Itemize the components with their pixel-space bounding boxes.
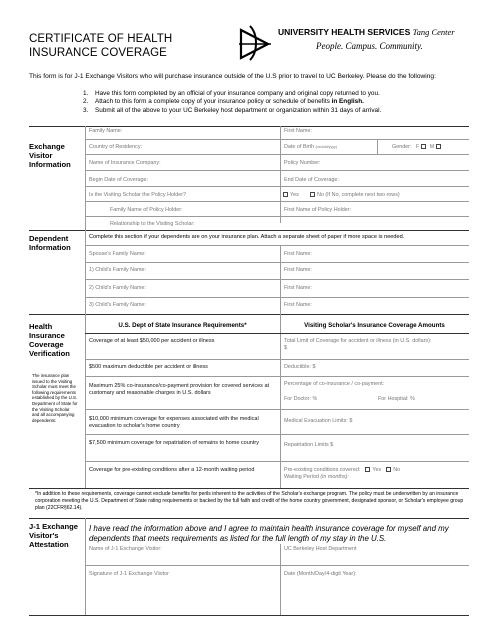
amounts-column-header: Visiting Scholar's Insurance Coverage Amounts — [304, 322, 445, 329]
gender-field: Gender: F M — [392, 144, 443, 151]
logo-center-name: Tang Center — [412, 27, 455, 37]
uhs-logo-mark-icon — [238, 24, 272, 62]
family-name-field[interactable]: Family Name: — [89, 128, 123, 134]
host-department-field[interactable]: UC Berkeley Host Department — [284, 546, 357, 552]
child2-family-name-field[interactable]: 2) Child's Family Name: — [89, 285, 147, 291]
signature-field[interactable]: Signature of J-1 Exchange Visitor — [89, 571, 169, 577]
policy-number-field[interactable]: Policy Number: — [284, 160, 321, 166]
step-2: 2. Attach to this form a complete copy of your insurance policy or schedule of benefits in English. — [83, 98, 364, 106]
policy-holder-question: Is the Visiting Scholar the Policy Holder? — [89, 192, 186, 198]
step-3: 3. Submit all of the above to your UC Berkeley host department or organization within 31 days of arrival. — [83, 106, 382, 114]
child3-family-name-field[interactable]: 3) Child's Family Name: — [89, 302, 147, 308]
spouse-first-name-field[interactable]: First Name: — [284, 251, 312, 257]
uhs-logo — [238, 24, 478, 62]
end-date-field[interactable]: End Date of Coverage: — [284, 177, 339, 183]
spouse-family-name-field[interactable]: Spouse's Family Name: — [89, 251, 146, 257]
preexisting-field: Pre-existing conditions covered: Yes No — [284, 467, 401, 473]
holder-no-option[interactable]: No (If No, complete next two rows) — [308, 192, 400, 199]
page-title — [29, 32, 172, 60]
requirement-row-1: Coverage of at least $50,000 per accident or illness — [89, 338, 215, 344]
child1-family-name-field[interactable]: 1) Child's Family Name: — [89, 267, 147, 273]
instruction-steps — [83, 90, 381, 115]
child3-first-name-field[interactable]: First Name: — [284, 302, 312, 308]
logo-tagline: People. Campus. Community. — [316, 41, 423, 51]
exchange-heading: Exchange Visitor Information — [29, 142, 71, 169]
holder-family-name-field[interactable]: Family Name of Policy Holder: — [110, 207, 183, 213]
attestation-statement: I have read the information above and I agree to maintain health insurance coverage for myself and my dependents that meets requirements as listed for the full length of my stay in the U.S. — [89, 524, 449, 543]
total-limit-field[interactable]: Total Limit of Coverage for accident or illness (in U.S. dollars): $ — [284, 338, 432, 351]
dependent-heading: Dependent Information — [29, 234, 71, 252]
coverage-heading: Health Insurance Coverage Verification — [29, 322, 70, 358]
visitor-name-field[interactable]: Name of J-1 Exchange Visitor: — [89, 546, 162, 552]
requirements-column-header: U.S. Dept of State Insurance Requirements* — [118, 322, 247, 329]
preexisting-yes-checkbox[interactable] — [365, 467, 370, 472]
signature-date-field[interactable]: Date (Month/Day/4-digit Year): — [284, 571, 357, 577]
holder-yes-checkbox[interactable] — [283, 192, 288, 197]
holder-no-checkbox[interactable] — [310, 192, 315, 197]
holder-yes-option[interactable]: Yes — [281, 192, 299, 199]
relationship-field[interactable]: Relationship to the Visiting Scholar: — [110, 221, 195, 227]
logo-org-name: UNIVERSITY HEALTH SERVICES — [278, 27, 411, 37]
doctor-percent-field[interactable]: For Doctor: % — [284, 396, 318, 402]
dob-field[interactable]: Date of Birth (mm/dd/yyyy) — [284, 144, 338, 150]
exchange-top-border — [29, 126, 469, 127]
requirement-row-6: Coverage for pre-existing conditions after a 12-month waiting period — [89, 467, 255, 473]
dependent-instruction: Complete this section if your dependents are on your insurance plan. Attach a separate sheet of paper if more space is needed. — [89, 234, 405, 240]
hospital-percent-field[interactable]: For Hospital: % — [378, 396, 415, 402]
coinsurance-field: Percentage of co-insurance / co-payment: — [284, 381, 385, 387]
deductible-field[interactable]: Deductible: $ — [284, 364, 316, 370]
insurance-company-field[interactable]: Name of Insurance Company: — [89, 160, 161, 166]
country-field[interactable]: Country of Residency: — [89, 144, 143, 150]
step-1: 1. Have this form completed by an official of your insurance company and original copy returned to you. — [83, 90, 380, 97]
coverage-side-note: The insurance plan issued to the Visiting Scholar must meet the following requirements established by the U.S. Department of State for the Visiting Scholar and all accompanying dependents: — [32, 373, 78, 423]
coverage-footnote: *In addition to these requirements, coverage cannot exclude benefits for perils inherent to the activities of the Scholar's exchange program. The policy must be underwritten by an insurance corporation meeting the U.S. Department of State rating requirements or backed by the full faith and credit of the home country government, designated sponsor, or Scholar's employee group plan (22CFR§62.14). — [35, 491, 464, 511]
holder-first-name-field[interactable]: First Name of Policy Holder: — [284, 207, 352, 213]
waiting-period-field[interactable]: Waiting Period (in months): — [284, 474, 349, 480]
child1-first-name-field[interactable]: First Name: — [284, 267, 312, 273]
evacuation-limit-field[interactable]: Medical Evacuation Limits: $ — [284, 418, 353, 424]
child2-first-name-field[interactable]: First Name: — [284, 285, 312, 291]
title-line-2: INSURANCE COVERAGE — [29, 47, 167, 59]
requirement-row-3: Maximum 25% co-insurance/co-payment provision for covered services at customary and reasonable charges in U.S. dollars — [89, 383, 270, 396]
gender-f-checkbox[interactable] — [421, 144, 426, 149]
attestation-heading: J-1 Exchange Visitor's Attestation — [29, 522, 78, 549]
repatriation-limit-field[interactable]: Repatriation Limits $ — [284, 442, 334, 448]
title-line-1: CERTIFICATE OF HEALTH — [29, 33, 173, 45]
exchange-divider — [85, 126, 86, 230]
gender-m-checkbox[interactable] — [436, 144, 441, 149]
requirement-row-4: $10,000 minimum coverage for expenses associated with the medical evacuation to scholar's home country — [89, 416, 259, 429]
begin-date-field[interactable]: Begin Date of Coverage: — [89, 177, 149, 183]
first-name-field[interactable]: First Name: — [284, 128, 312, 134]
intro-text: This form is for J-1 Exchange Visitors who will purchase insurance outside of the U.S prior to travel to UC Berkeley. Please do the following: — [29, 73, 436, 80]
requirement-row-5: $7,500 minimum coverage for repatriation of remains to home country — [89, 440, 259, 446]
requirement-row-2: $500 maximum deductible per accident or illness — [89, 364, 208, 370]
preexisting-no-checkbox[interactable] — [386, 467, 391, 472]
